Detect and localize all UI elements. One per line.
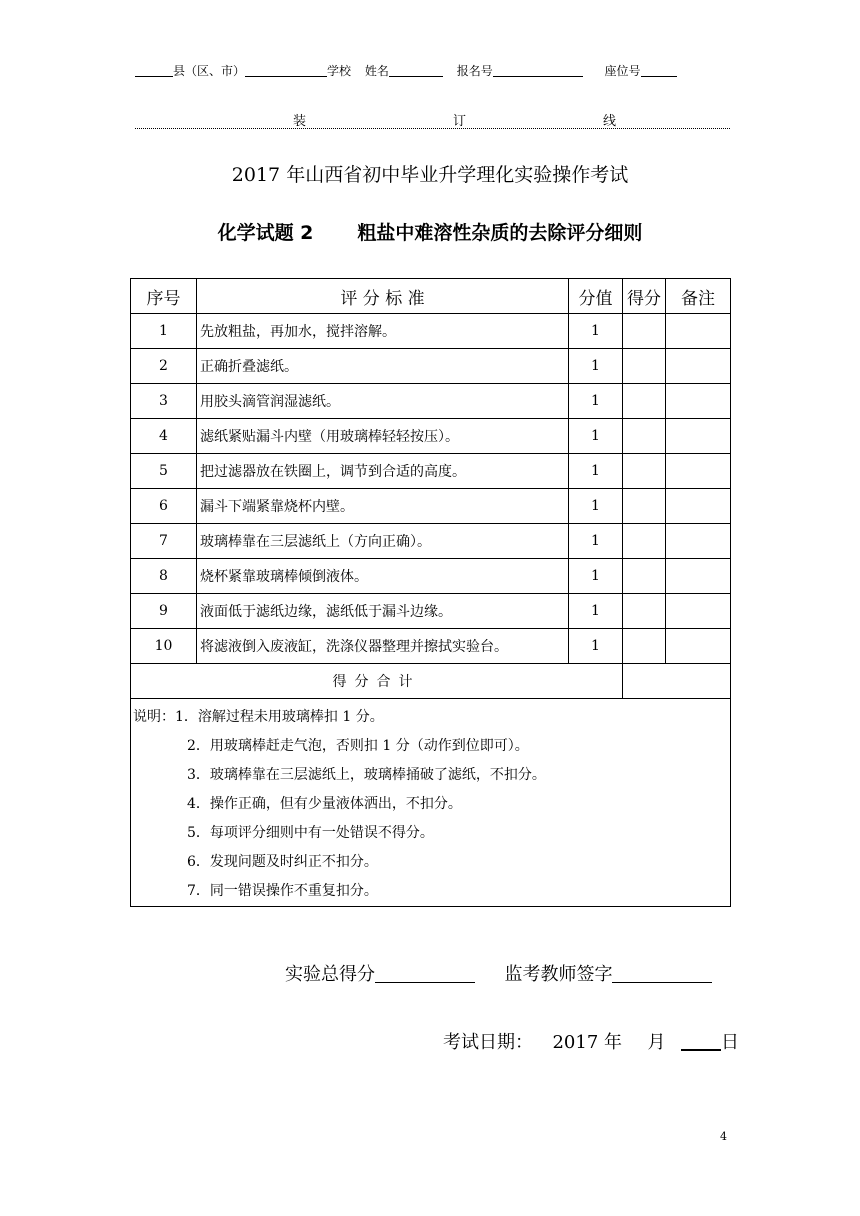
seat-no-field[interactable] bbox=[641, 64, 677, 77]
binding-zhuang: 装 bbox=[293, 114, 307, 129]
row-value: 1 bbox=[569, 454, 623, 489]
total-row bbox=[131, 664, 731, 699]
notes-cell bbox=[131, 699, 731, 907]
exam-date-line bbox=[443, 1028, 739, 1054]
row-value: 1 bbox=[569, 349, 623, 384]
seat-no-label: 座位号 bbox=[604, 64, 641, 78]
row-value: 1 bbox=[569, 524, 623, 559]
row-score-cell[interactable] bbox=[623, 314, 666, 349]
reg-no-label: 报名号 bbox=[456, 64, 493, 78]
row-criteria: 将滤液倒入废液缸，洗涤仪器整理并擦拭实验台。 bbox=[197, 629, 569, 664]
row-criteria: 漏斗下端紧靠烧杯内壁。 bbox=[197, 489, 569, 524]
row-value: 1 bbox=[569, 629, 623, 664]
table-row bbox=[131, 454, 731, 489]
page-subtitle bbox=[0, 218, 860, 245]
table-header-row bbox=[131, 279, 731, 314]
row-criteria: 液面低于滤纸边缘，滤纸低于漏斗边缘。 bbox=[197, 594, 569, 629]
total-score-cell[interactable] bbox=[623, 664, 731, 699]
reg-no-field[interactable] bbox=[493, 64, 583, 77]
table-row bbox=[131, 349, 731, 384]
row-num: 8 bbox=[131, 559, 197, 594]
row-score-cell[interactable] bbox=[623, 559, 666, 594]
date-label: 考试日期： bbox=[443, 1032, 533, 1053]
scoring-table bbox=[130, 278, 731, 907]
row-num: 1 bbox=[131, 314, 197, 349]
row-note-cell[interactable] bbox=[666, 384, 731, 419]
row-criteria: 把过滤器放在铁圈上，调节到合适的高度。 bbox=[197, 454, 569, 489]
note-item bbox=[131, 703, 730, 732]
row-note-cell[interactable] bbox=[666, 314, 731, 349]
row-note-cell[interactable] bbox=[666, 559, 731, 594]
row-note-cell[interactable] bbox=[666, 594, 731, 629]
page-title: 2017 年山西省初中毕业升学理化实验操作考试 bbox=[231, 164, 629, 186]
row-criteria: 滤纸紧贴漏斗内壁（用玻璃棒轻轻按压）。 bbox=[197, 419, 569, 454]
binding-xian: 线 bbox=[603, 114, 617, 129]
row-score-cell[interactable] bbox=[623, 629, 666, 664]
header-score: 得分 bbox=[623, 279, 666, 314]
header-num: 序号 bbox=[131, 279, 197, 314]
row-criteria: 用胶头滴管润湿滤纸。 bbox=[197, 384, 569, 419]
row-score-cell[interactable] bbox=[623, 524, 666, 559]
row-note-cell[interactable] bbox=[666, 419, 731, 454]
row-score-cell[interactable] bbox=[623, 454, 666, 489]
row-criteria: 玻璃棒靠在三层滤纸上（方向正确）。 bbox=[197, 524, 569, 559]
row-score-cell[interactable] bbox=[623, 419, 666, 454]
row-criteria: 正确折叠滤纸。 bbox=[197, 349, 569, 384]
row-note-cell[interactable] bbox=[666, 349, 731, 384]
row-score-cell[interactable] bbox=[623, 594, 666, 629]
proctor-signature-field[interactable] bbox=[612, 966, 712, 983]
table-row bbox=[131, 594, 731, 629]
binding-ding: 订 bbox=[453, 114, 467, 129]
row-num: 7 bbox=[131, 524, 197, 559]
table-row bbox=[131, 314, 731, 349]
table-row bbox=[131, 559, 731, 594]
total-score-label: 实验总得分 bbox=[285, 964, 375, 985]
row-criteria: 烧杯紧靠玻璃棒倾倒液体。 bbox=[197, 559, 569, 594]
candidate-header bbox=[135, 62, 735, 79]
row-num: 10 bbox=[131, 629, 197, 664]
row-note-cell[interactable] bbox=[666, 454, 731, 489]
table-row bbox=[131, 629, 731, 664]
row-note-cell[interactable] bbox=[666, 524, 731, 559]
name-field[interactable] bbox=[389, 64, 443, 77]
note-item: 7．同一错误操作不重复扣分。 bbox=[187, 883, 378, 899]
binding-line bbox=[135, 110, 730, 129]
table-row bbox=[131, 524, 731, 559]
table-row bbox=[131, 384, 731, 419]
row-num: 6 bbox=[131, 489, 197, 524]
header-criteria: 评 分 标 准 bbox=[197, 279, 569, 314]
school-label: 学校 bbox=[327, 64, 352, 78]
row-value: 1 bbox=[569, 594, 623, 629]
row-value: 1 bbox=[569, 559, 623, 594]
subtitle-left: 化学试题 2 bbox=[217, 222, 314, 244]
table-row bbox=[131, 489, 731, 524]
page-number: 4 bbox=[720, 1130, 727, 1143]
row-score-cell[interactable] bbox=[623, 489, 666, 524]
county-field[interactable] bbox=[135, 64, 173, 77]
note-item: 2．用玻璃棒赶走气泡，否则扣 1 分（动作到位即可）。 bbox=[187, 738, 529, 754]
row-num: 5 bbox=[131, 454, 197, 489]
note-item: 4．操作正确，但有少量液体洒出，不扣分。 bbox=[187, 796, 462, 812]
row-value: 1 bbox=[569, 314, 623, 349]
header-value: 分值 bbox=[569, 279, 623, 314]
row-note-cell[interactable] bbox=[666, 489, 731, 524]
note-text: 1．溶解过程未用玻璃棒扣 1 分。 bbox=[175, 709, 384, 725]
row-num: 3 bbox=[131, 384, 197, 419]
county-label: 县（区、市） bbox=[173, 64, 246, 78]
row-num: 9 bbox=[131, 594, 197, 629]
row-score-cell[interactable] bbox=[623, 349, 666, 384]
note-item: 3．玻璃棒靠在三层滤纸上，玻璃棒捅破了滤纸，不扣分。 bbox=[187, 767, 546, 783]
notes-row bbox=[131, 699, 731, 907]
note-item: 5．每项评分细则中有一处错误不得分。 bbox=[187, 825, 434, 841]
notes-prefix: 说明： bbox=[133, 709, 175, 725]
date-year: 2017 年 bbox=[552, 1032, 622, 1053]
row-value: 1 bbox=[569, 419, 623, 454]
row-num: 2 bbox=[131, 349, 197, 384]
name-label: 姓名 bbox=[364, 64, 389, 78]
row-value: 1 bbox=[569, 489, 623, 524]
total-label: 得分合计 bbox=[131, 664, 623, 699]
signature-line bbox=[285, 960, 712, 986]
row-score-cell[interactable] bbox=[623, 384, 666, 419]
row-criteria: 先放粗盐，再加水，搅拌溶解。 bbox=[197, 314, 569, 349]
row-value: 1 bbox=[569, 384, 623, 419]
total-score-field[interactable] bbox=[375, 966, 475, 983]
header-note: 备注 bbox=[666, 279, 731, 314]
row-num: 4 bbox=[131, 419, 197, 454]
row-note-cell[interactable] bbox=[666, 629, 731, 664]
subtitle-right: 粗盐中难溶性杂质的去除评分细则 bbox=[357, 222, 643, 244]
school-field[interactable] bbox=[245, 64, 327, 77]
day-field[interactable] bbox=[681, 1033, 721, 1051]
proctor-label: 监考教师签字 bbox=[504, 964, 613, 985]
note-item: 6．发现问题及时纠正不扣分。 bbox=[187, 854, 378, 870]
date-month: 月 bbox=[647, 1032, 666, 1053]
table-row bbox=[131, 419, 731, 454]
date-day: 日 bbox=[720, 1032, 739, 1053]
